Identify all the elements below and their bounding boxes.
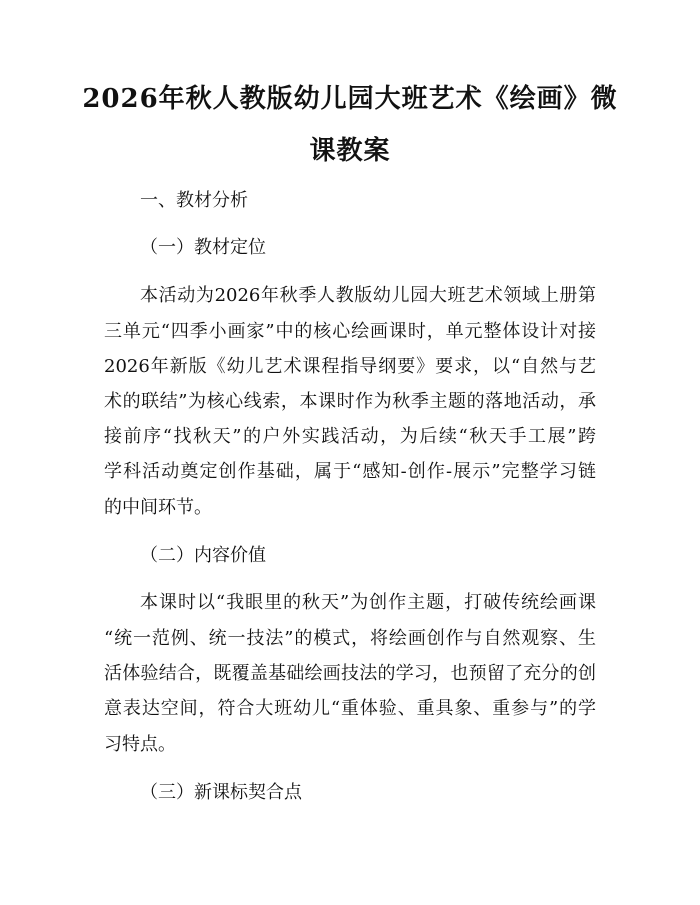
paragraph-line: 活体验结合，既覆盖基础绘画技法的学习，也预留了充分的创 <box>104 663 596 684</box>
subsection-heading-positioning: （一）教材定位 <box>140 237 266 258</box>
paragraph-line: 学科活动奠定创作基础，属于“感知-创作-展示”完整学习链 <box>104 461 596 482</box>
document-title-line-2: 课教案 <box>309 136 391 166</box>
paragraph-line: 意表达空间，符合大班幼儿“重体验、重具象、重参与”的学 <box>104 698 596 719</box>
paragraph-line: 术的联结”为核心线索，本课时作为秋季主题的落地活动，承 <box>104 391 596 412</box>
document-title-line-1: 2026年秋人教版幼儿园大班艺术《绘画》微 <box>82 84 618 114</box>
subsection-heading-curriculum-alignment: （三）新课标契合点 <box>140 782 302 803</box>
paragraph-line: 本活动为2026年秋季人教版幼儿园大班艺术领域上册第 <box>140 285 596 306</box>
paragraph-line: 2026年新版《幼儿艺术课程指导纲要》要求，以“自然与艺 <box>104 356 596 377</box>
section-heading-textbook-analysis: 一、教材分析 <box>140 190 248 211</box>
subsection-heading-content-value: （二）内容价值 <box>140 545 266 566</box>
paragraph-line: 接前序“找秋天”的户外实践活动，为后续“秋天手工展”跨 <box>104 426 596 447</box>
paragraph-line: 的中间环节。 <box>104 497 212 518</box>
paragraph-line: 本课时以“我眼里的秋天”为创作主题，打破传统绘画课 <box>140 592 596 613</box>
paragraph-line: 三单元“四季小画家”中的核心绘画课时，单元整体设计对接 <box>104 321 596 342</box>
paragraph-line: 习特点。 <box>104 734 176 755</box>
paragraph-line: “统一范例、统一技法”的模式，将绘画创作与自然观察、生 <box>104 628 596 649</box>
